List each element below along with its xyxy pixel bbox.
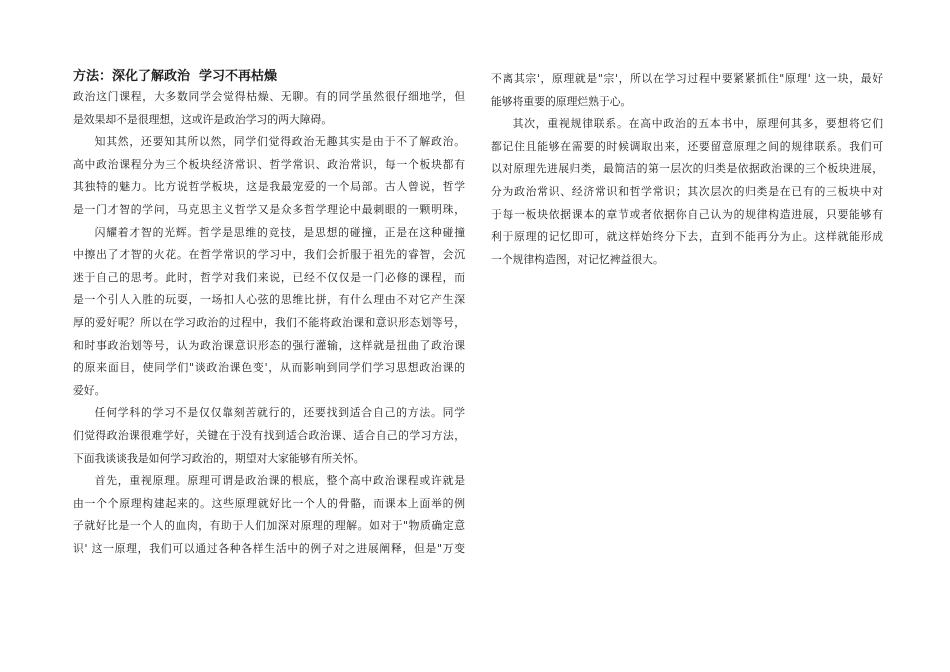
text-line: 迷于自己的思考。此时，哲学对我们来说，已经不仅仅是一门必修的课程，而: [73, 270, 465, 284]
document-title: 方法：深化了解政治 学习不再枯燥: [73, 69, 278, 84]
left-column-text: [73, 86, 465, 560]
text-line: 以对原理先进展归类，最简洁的第一层次的归类是依据政治课的三个板块进展，: [491, 162, 883, 176]
text-line: 中擦出了才智的火花。在哲学常识的学习中，我们会折服于祖先的睿智，会沉: [73, 248, 465, 262]
right-column: [491, 68, 883, 271]
text-line: 的原来面目，使同学们"谈政治课色变'，从而影响到同学们学习思想政治课的: [73, 361, 465, 375]
text-line: 子就好比是一个人的血肉，有助于人们加深对原理的理解。如对于"物质确定意: [73, 519, 465, 533]
text-line: 和时事政治划等号，认为政治课意识形态的强行灌输，这样就是扭曲了政治课: [73, 338, 465, 352]
text-line: 一个规律构造图，对记忆裨益很大。: [491, 252, 664, 266]
text-line: 由一个个原理构建起来的。这些原理就好比一个人的骨骼，而课本上面举的例: [73, 496, 465, 510]
text-line: 高中政治课程分为三个板块经济常识、哲学常识、政治常识，每一个板块都有: [73, 157, 465, 171]
text-line: 识' 这一原理，我们可以通过各种各样生活中的例子对之进展阐释，但是"万变: [73, 541, 465, 555]
text-line: 都记住且能够在需要的时候调取出来，还要留意原理之间的规律联系。我们可: [491, 139, 883, 153]
right-column-text: [491, 68, 883, 271]
text-line: 利于原理的记忆即可，就这样始终分下去，直到不能再分为止。这样就能形成: [491, 230, 883, 244]
text-line: 们觉得政治课很难学好，关键在于没有找到适合政治课、适合自己的学习方法，: [73, 428, 465, 442]
text-line: 爱好。: [73, 383, 106, 397]
text-line: 是一个引人入胜的玩耍，一场扣人心弦的思维比拼，有什么理由不对它产生深: [73, 293, 465, 307]
text-line: 分为政治常识、经济常识和哲学常识；其次层次的归类是在已有的三板块中对: [491, 184, 883, 198]
text-line: 知其然，还要知其所以然，同学们觉得政治无趣其实是由于不了解政治。: [94, 135, 465, 149]
text-line: 首先，重视原理。原理可谓是政治课的根底，整个高中政治课程或许就是: [94, 474, 465, 488]
text-line: 不离其宗'，原理就是"宗'，所以在学习过程中要紧紧抓住"原理' 这一块，最好: [491, 72, 883, 85]
text-line: 政治这门课程，大多数同学会觉得枯燥、无聊。有的同学虽然很仔细地学，但: [73, 90, 465, 103]
text-line: 是一门才智的学问，马克思主义哲学又是众多哲学理论中最刺眼的一颗明珠，: [73, 202, 465, 216]
text-line: 厚的爱好呢？所以在学习政治的过程中，我们不能将政治课和意识形态划等号，: [73, 315, 465, 329]
text-line: 其独特的魅力。比方说哲学板块，这是我最宠爱的一个局部。古人曾说，哲学: [73, 180, 465, 194]
text-line: 其次，重视规律联系。在高中政治的五本书中，原理何其多，要想将它们: [512, 117, 883, 131]
text-line: 下面我谈谈我是如何学习政治的，期望对大家能够有所关怀。: [73, 451, 365, 465]
left-column: [73, 68, 465, 560]
text-line: 于每一板块依据课本的章节或者依据你自己认为的规律构造进展，只要能够有: [491, 207, 883, 221]
text-line: 是效果却不是很理想，这或许是政治学习的两大障碍。: [73, 112, 333, 126]
text-line: 闪耀着才智的光辉。哲学是思维的竞技，是思想的碰撞，正是在这种碰撞: [94, 225, 465, 239]
text-line: 能够将重要的原理烂熟于心。: [491, 94, 632, 108]
text-line: 任何学科的学习不是仅仅靠刻苦就行的，还要找到适合自己的方法。同学: [94, 406, 465, 420]
